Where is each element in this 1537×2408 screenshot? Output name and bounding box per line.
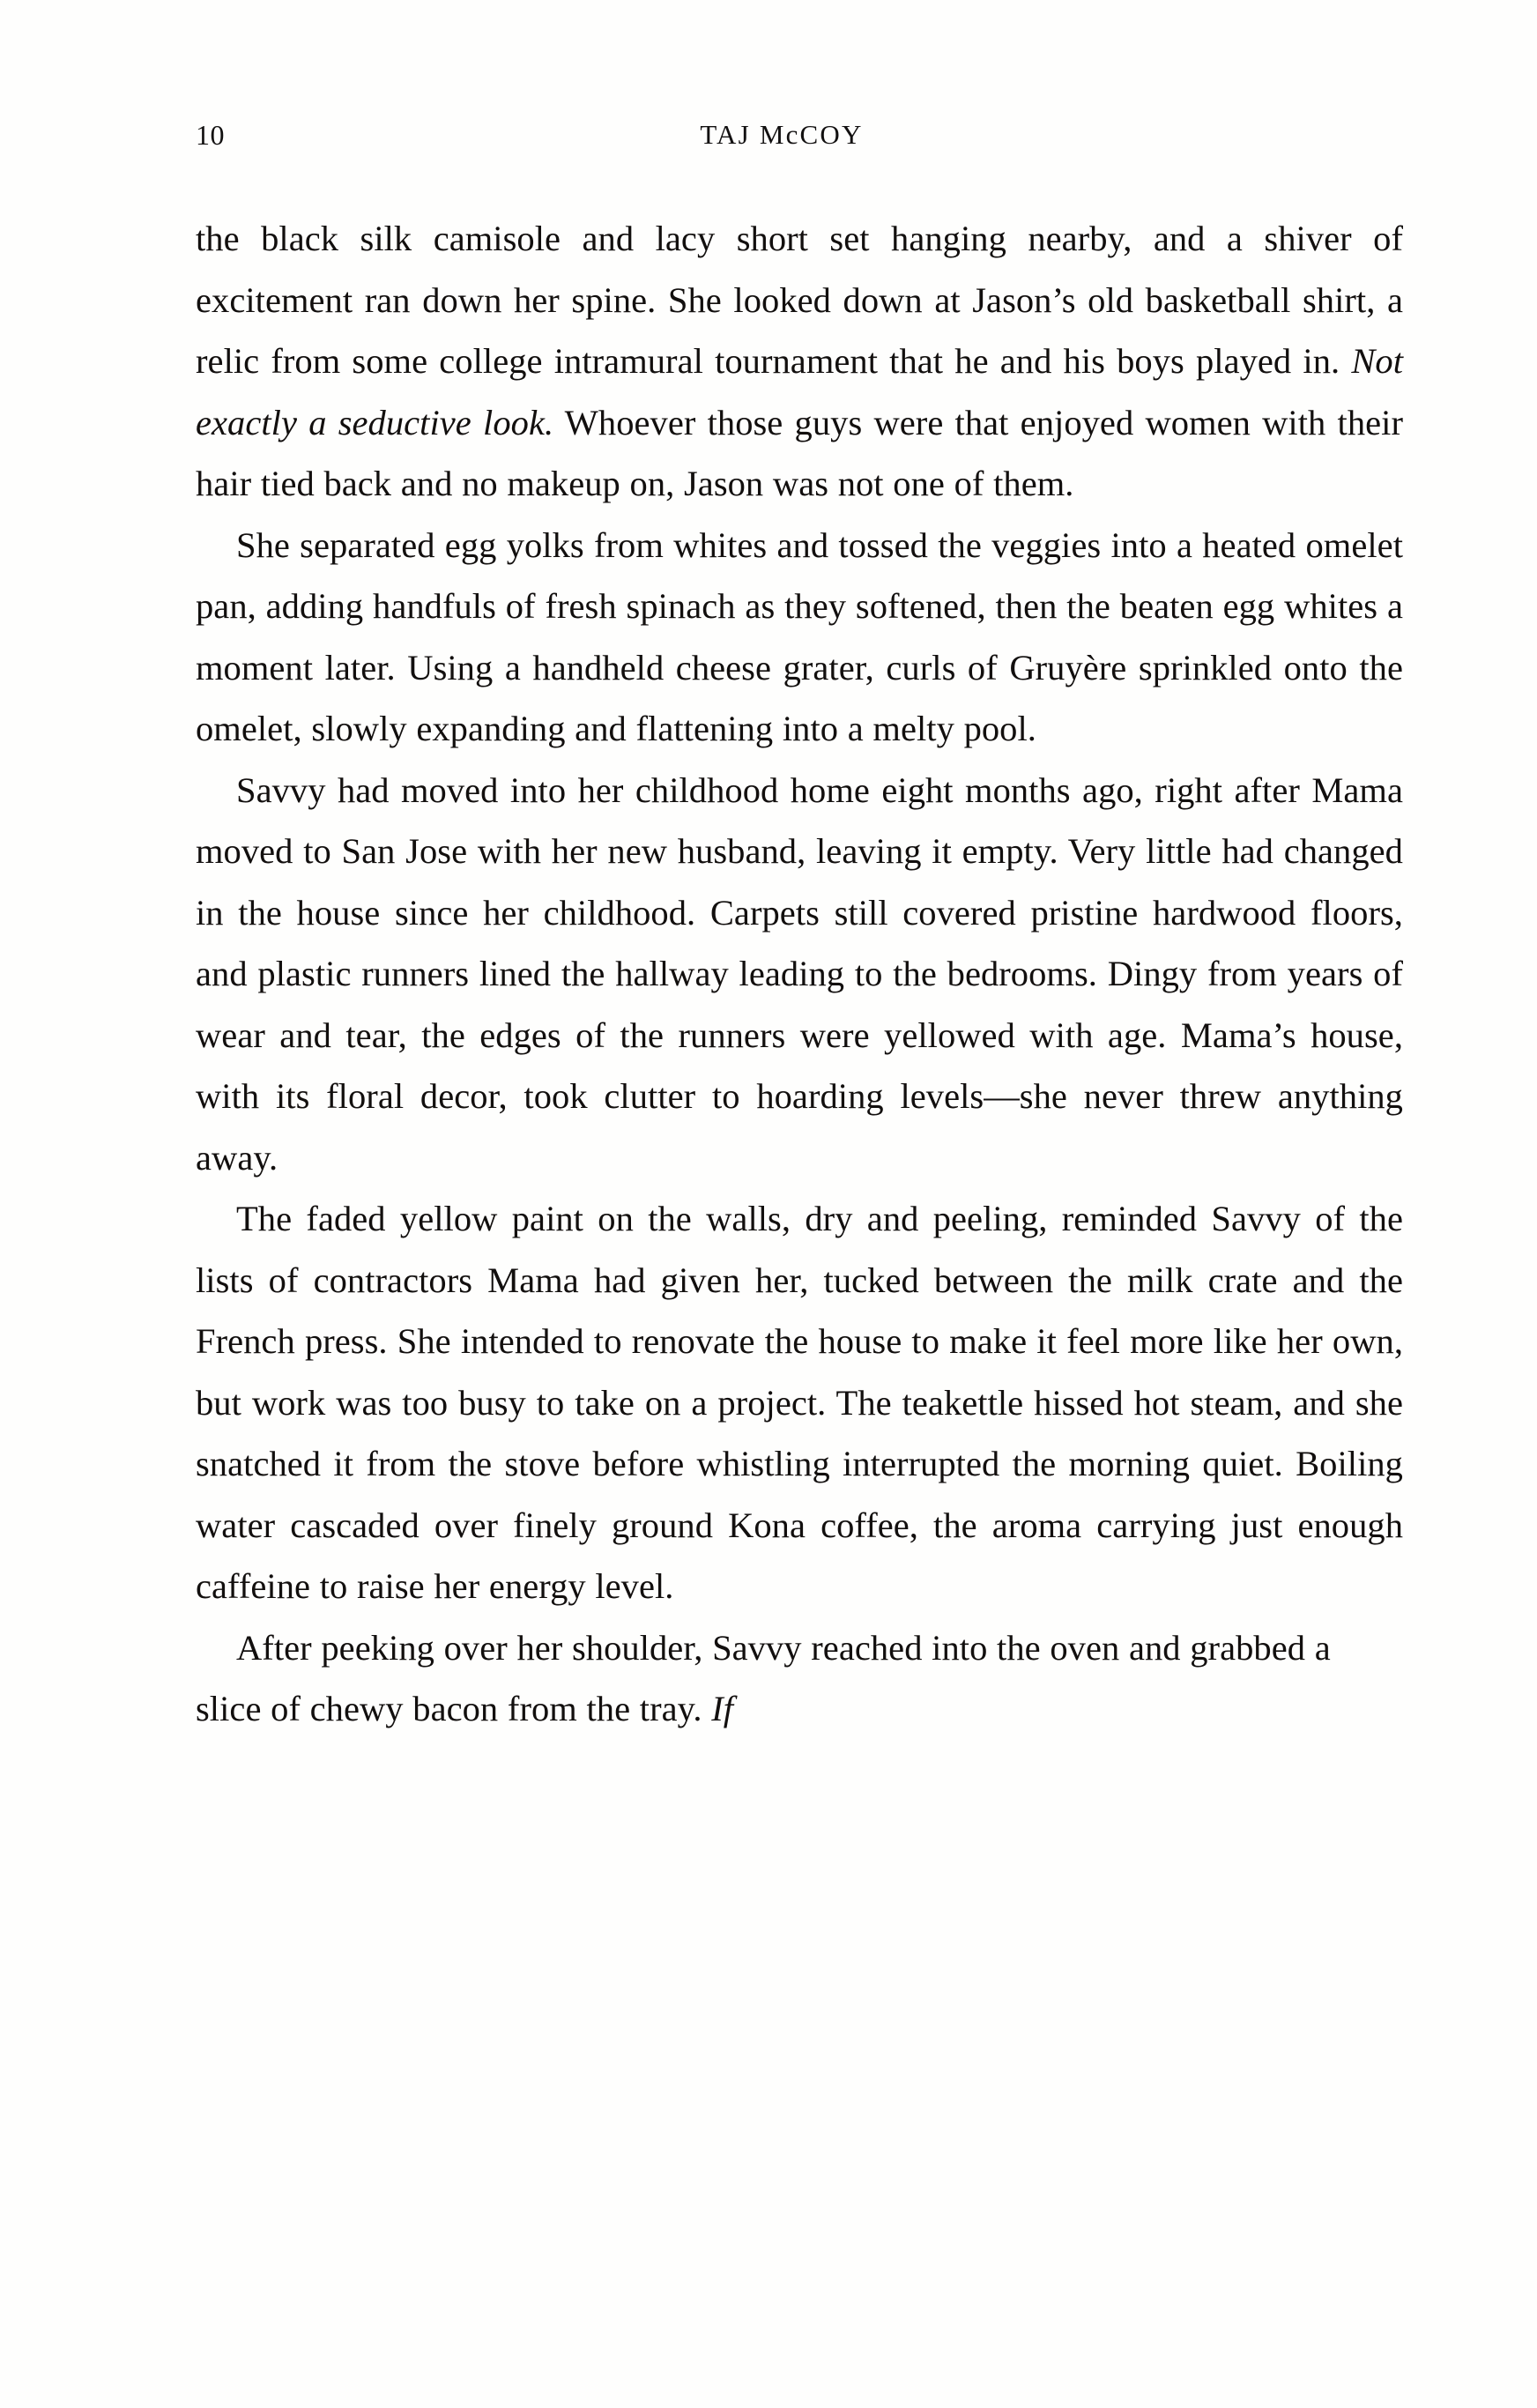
italic-run: If — [711, 1689, 734, 1728]
paragraph — [196, 1188, 1403, 1617]
text-run: the black silk camisole and lacy short set hanging nearby, and a shiver of excitement ran down her spine. She looked down at Jason’s old basketball shirt, a relic from some college intramural tournament that he and his boys played in. — [196, 219, 1403, 381]
paragraph — [196, 515, 1403, 760]
running-head — [196, 119, 1368, 154]
text-run: Savvy had moved into her childhood home eight months ago, right after Mama moved to San Jose with her new husband, leaving it empty. Very little had changed in the house since her childhood. Carpets still covered pristine hardwood floors, and plastic runners lined the hallway leading to the bedrooms. Dingy from years of wear and tear, the edges of the runners were yellowed with age. Mama’s house, with its floral decor, took clutter to hoarding levels—she never threw anything away. — [196, 769, 1403, 1178]
body-text-block — [196, 208, 1403, 1740]
paragraph — [196, 1617, 1403, 1740]
running-head-title: TAJ McCOY — [700, 119, 864, 150]
text-run: The faded yellow paint on the walls, dry and peeling, reminded Savvy of the lists of contractors Mama had given her, tucked between the milk crate and the French press. She intended to renovate the house to make it feel more like her own, but work was too busy to take on a project. The teakettle hissed hot steam, and she snatched it from the stove before whistling interrupted the morning quiet. Boiling water cascaded over finely ground Kona coffee, the aroma carrying just enough caffeine to raise her energy level. — [196, 1199, 1403, 1606]
text-run: She separated egg yolks from whites and tossed the veggies into a heated omelet pan, adding handfuls of fresh spinach as they softened, then the beaten egg whites a moment later. Using a handheld cheese grater, curls of Gruyère sprinkled onto the omelet, slowly expanding and flattening into a melty pool. — [196, 524, 1403, 748]
paragraph — [196, 208, 1403, 515]
page-number: 10 — [196, 119, 225, 151]
text-run: After peeking over her shoulder, Savvy reached into the oven and grabbed a slice of chewy bacon from the tray. — [196, 1627, 1331, 1728]
italic-run: Not exactly a seductive look. — [196, 341, 1403, 442]
paragraph — [196, 760, 1403, 1189]
text-run: Whoever those guys were that enjoyed women with their hair tied back and no makeup on, Jason was not one of them. — [196, 402, 1403, 503]
